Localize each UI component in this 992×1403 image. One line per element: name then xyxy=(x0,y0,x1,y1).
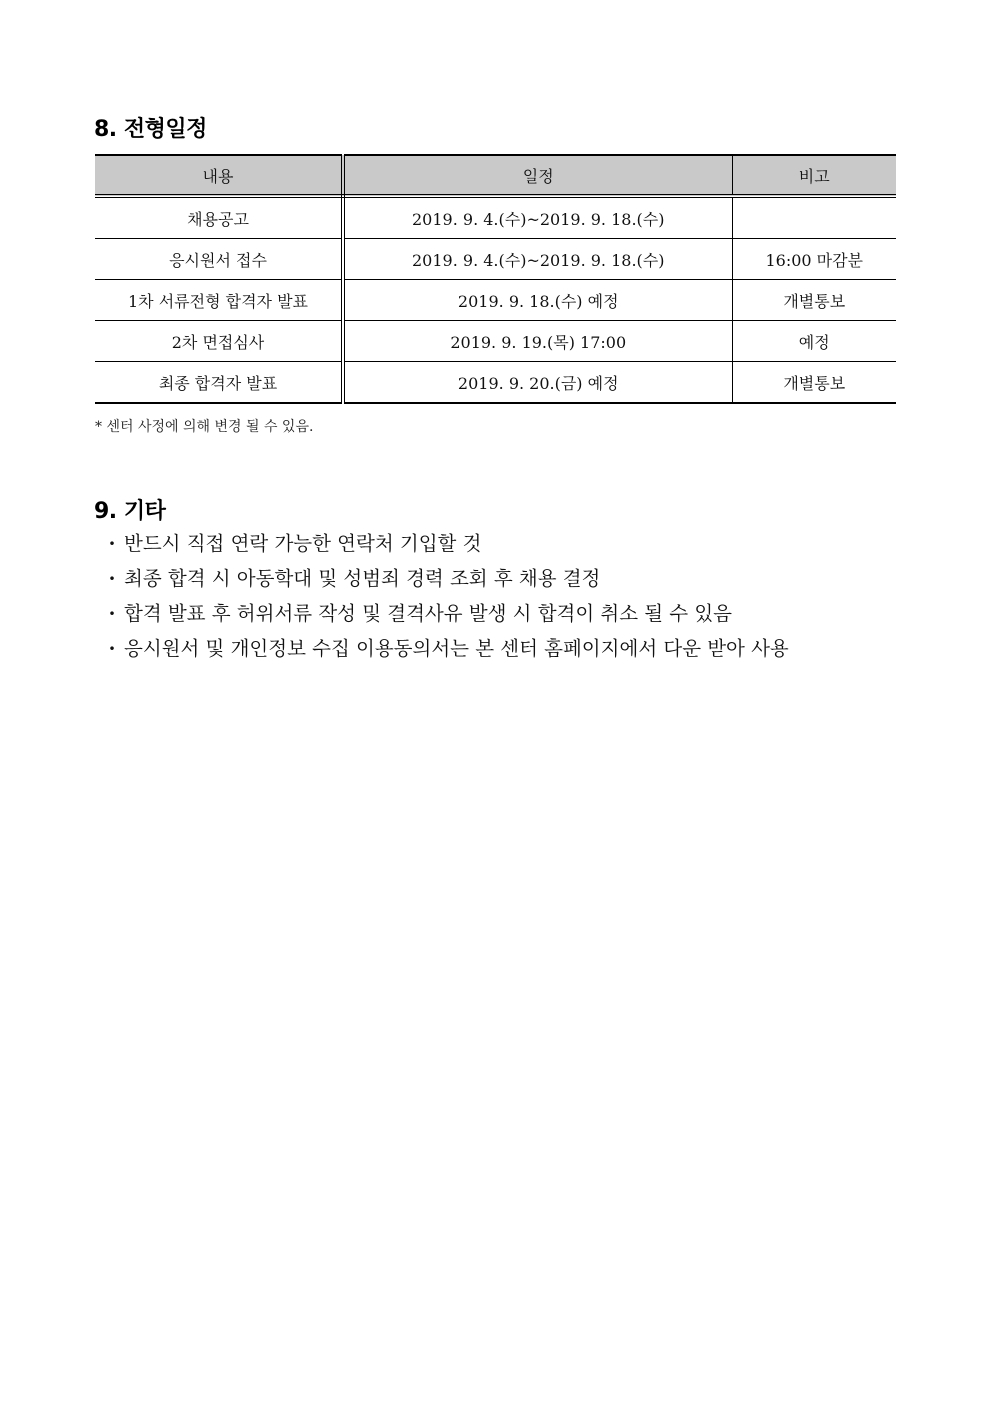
table-header-row xyxy=(95,155,896,196)
list-item xyxy=(100,596,789,631)
cell-note xyxy=(732,196,896,239)
section-title-others: 9. 기타 xyxy=(94,499,166,524)
table-row xyxy=(95,239,896,280)
cell-schedule: 2019. 9. 19.(목) 17:00 xyxy=(343,321,732,362)
cell-note: 개별통보 xyxy=(732,362,896,404)
section-title-schedule: 8. 전형일정 xyxy=(94,117,207,142)
others-list xyxy=(100,526,789,666)
cell-content: 최종 합격자 발표 xyxy=(95,362,343,404)
list-item-text: 합격 발표 후 허위서류 작성 및 결격사유 발생 시 합격이 취소 될 수 있음 xyxy=(124,602,733,625)
table-row xyxy=(95,196,896,239)
table-row xyxy=(95,321,896,362)
cell-note: 예정 xyxy=(732,321,896,362)
cell-content: 1차 서류전형 합격자 발표 xyxy=(95,280,343,321)
list-item xyxy=(100,561,789,596)
header-content: 내용 xyxy=(95,155,343,196)
bullet-icon: · xyxy=(108,532,116,555)
list-item-text: 최종 합격 시 아동학대 및 성범죄 경력 조회 후 채용 결정 xyxy=(124,567,601,590)
cell-note: 개별통보 xyxy=(732,280,896,321)
list-item xyxy=(100,631,789,666)
bullet-icon: · xyxy=(108,637,116,660)
schedule-table xyxy=(95,154,896,404)
table-row xyxy=(95,362,896,404)
cell-schedule: 2019. 9. 4.(수)~2019. 9. 18.(수) xyxy=(343,196,732,239)
table-row xyxy=(95,280,896,321)
list-item-text: 응시원서 및 개인정보 수집 이용동의서는 본 센터 홈페이지에서 다운 받아 사용 xyxy=(124,637,789,660)
cell-content: 채용공고 xyxy=(95,196,343,239)
header-note: 비고 xyxy=(732,155,896,196)
cell-schedule: 2019. 9. 18.(수) 예정 xyxy=(343,280,732,321)
list-item xyxy=(100,526,789,561)
cell-content: 응시원서 접수 xyxy=(95,239,343,280)
list-item-text: 반드시 직접 연락 가능한 연락처 기입할 것 xyxy=(124,532,482,555)
bullet-icon: · xyxy=(108,602,116,625)
cell-note: 16:00 마감분 xyxy=(732,239,896,280)
bullet-icon: · xyxy=(108,567,116,590)
cell-schedule: 2019. 9. 4.(수)~2019. 9. 18.(수) xyxy=(343,239,732,280)
header-schedule: 일정 xyxy=(343,155,732,196)
schedule-footnote: * 센터 사정에 의해 변경 될 수 있음. xyxy=(95,419,314,435)
cell-schedule: 2019. 9. 20.(금) 예정 xyxy=(343,362,732,404)
cell-content: 2차 면접심사 xyxy=(95,321,343,362)
